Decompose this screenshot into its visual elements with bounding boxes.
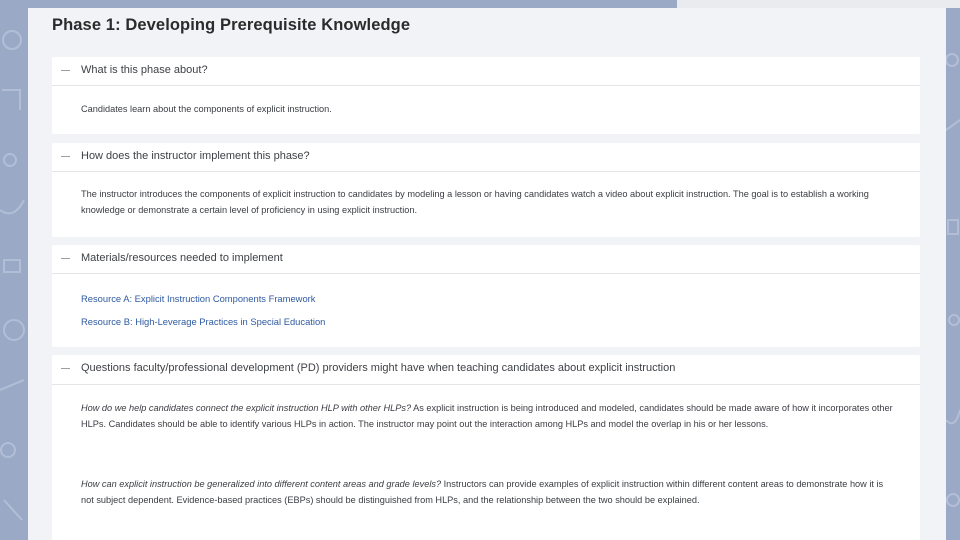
- accordion-section-instructor-implement: [52, 143, 920, 237]
- qa-question: How do we help candidates connect the explicit instruction HLP with other HLPs?: [81, 403, 412, 413]
- accordion-header-phase-about[interactable]: [52, 57, 920, 86]
- main-content: [28, 8, 946, 540]
- qa-item: [81, 477, 896, 508]
- resource-a-link[interactable]: Resource A: Explicit Instruction Components Framework: [81, 293, 316, 304]
- section-body-text: Candidates learn about the components of explicit instruction.: [81, 104, 332, 114]
- collapse-minus-icon[interactable]: [61, 368, 70, 369]
- collapse-minus-icon[interactable]: [61, 156, 70, 157]
- accordion-header-instructor-implement[interactable]: [52, 143, 920, 172]
- accordion-header-label: How does the instructor implement this phase?: [81, 150, 310, 162]
- accordion-header-label: Questions faculty/professional development (PD) providers might have when teaching candidates about explicit instruction: [81, 362, 676, 374]
- accordion-section-phase-about: [52, 57, 920, 134]
- accordion-header-faculty-questions[interactable]: [52, 355, 920, 385]
- qa-item: [81, 401, 896, 432]
- accordion-header-materials[interactable]: [52, 245, 920, 274]
- page-title: Phase 1: Developing Prerequisite Knowledge: [52, 16, 411, 34]
- accordion-header-label: Materials/resources needed to implement: [81, 252, 283, 264]
- collapse-minus-icon[interactable]: [61, 258, 70, 259]
- accordion-section-materials: [52, 245, 920, 347]
- qa-answer: As explicit instruction is being introduced and modeled, candidates should be made aware of how it incorporates other HLPs. Candidates should be able to identify various HLPs in action. The instructor may point out the interaction among HLPs and model the overlap in his or her lessons.: [81, 403, 893, 429]
- section-body-text: The instructor introduces the components of explicit instruction to candidates by modeling a lesson or having candidates watch a video about explicit instruction. The goal is to establish a working knowledge or demonstrate a certain level of proficiency in using explicit instruction.: [81, 189, 869, 215]
- qa-question: How can explicit instruction be generalized into different content areas and grade levels?: [81, 479, 442, 489]
- top-bar: [677, 0, 960, 8]
- collapse-minus-icon[interactable]: [61, 70, 70, 71]
- qa-answer: Instructors can provide examples of explicit instruction within different content areas to demonstrate how it is not subject dependent. Evidence-based practices (EBPs) should be distinguished from HLPs, and the relationship between the two should be explained.: [81, 479, 884, 505]
- accordion-section-faculty-questions: [52, 355, 920, 540]
- resource-b-link[interactable]: Resource B: High-Leverage Practices in Special Education: [81, 316, 326, 327]
- accordion-header-label: What is this phase about?: [81, 64, 208, 76]
